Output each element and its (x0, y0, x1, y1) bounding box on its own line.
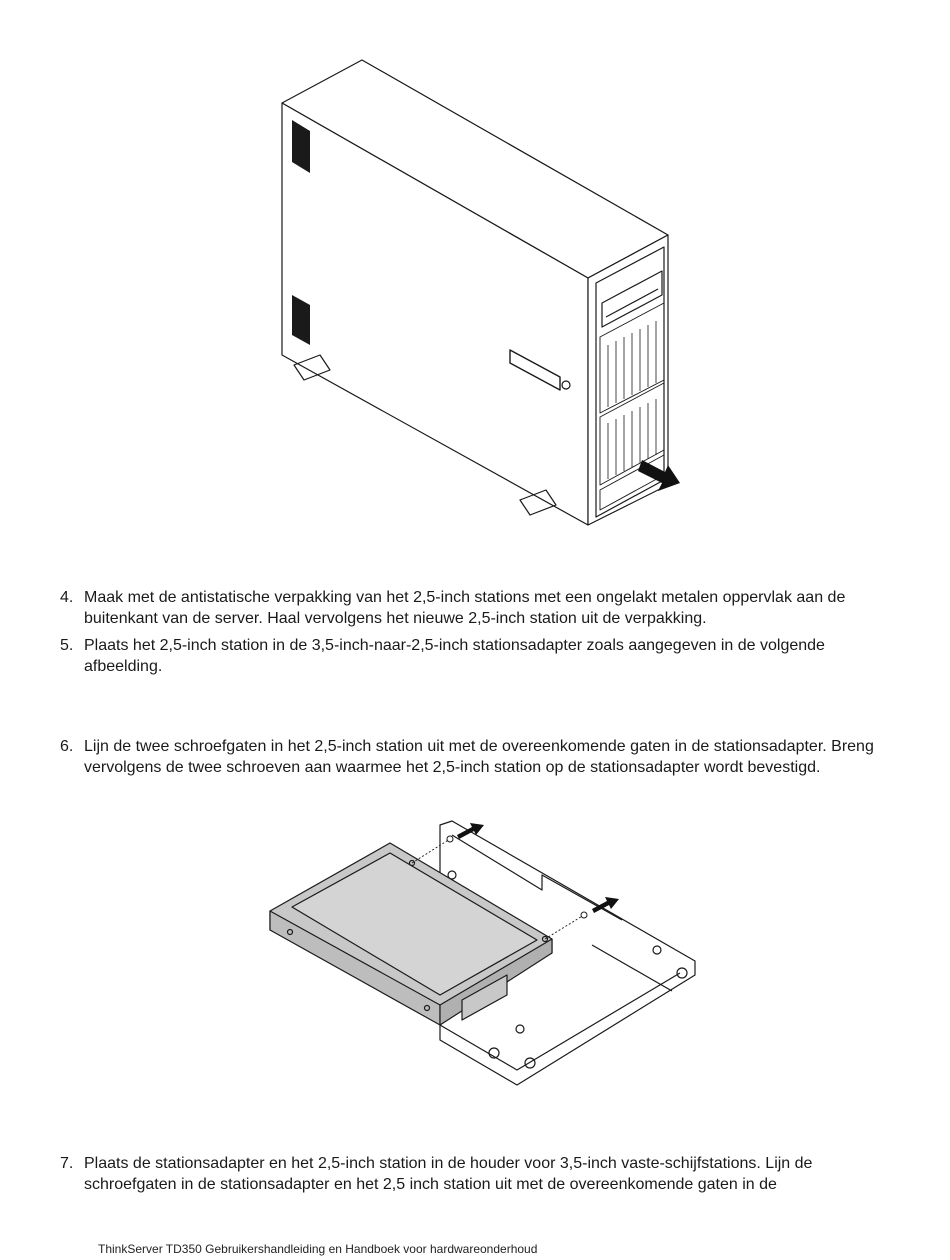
step-5 (60, 635, 890, 677)
step-4 (60, 587, 890, 629)
step-text: Lijn de twee schroefgaten in het 2,5-inch station uit met de overeenkomende gaten in de stationsadapter. Breng vervolgens de twee schroeven aan waarmee het 2,5-inch station op de stationsadapter wordt bevestigd. (84, 738, 874, 776)
step-7 (60, 1153, 890, 1195)
drive-adapter-illustration (262, 815, 702, 1095)
step-number: 6. (60, 738, 74, 755)
step-number: 5. (60, 637, 74, 654)
step-6 (60, 736, 890, 778)
step-number: 7. (60, 1155, 74, 1172)
step-number: 4. (60, 589, 74, 606)
step-text: Plaats de stationsadapter en het 2,5-inch station in de houder voor 3,5-inch vaste-schijfstations. Lijn de schroefgaten in de stationsadapter en het 2,5 inch station uit met de overeenkomende gaten in de (84, 1155, 813, 1193)
page-footer: ThinkServer TD350 Gebruikershandleiding en Handboek voor hardwareonderhoud (98, 1242, 538, 1256)
server-tower-illustration (270, 55, 690, 535)
step-text: Maak met de antistatische verpakking van het 2,5-inch stations met een ongelakt metalen oppervlak aan de buitenkant van de server. Haal vervolgens het nieuwe 2,5-inch station uit de verpakking. (84, 589, 846, 627)
step-text: Plaats het 2,5-inch station in de 3,5-inch-naar-2,5-inch stationsadapter zoals aangegeven in de volgende afbeelding. (84, 637, 825, 675)
